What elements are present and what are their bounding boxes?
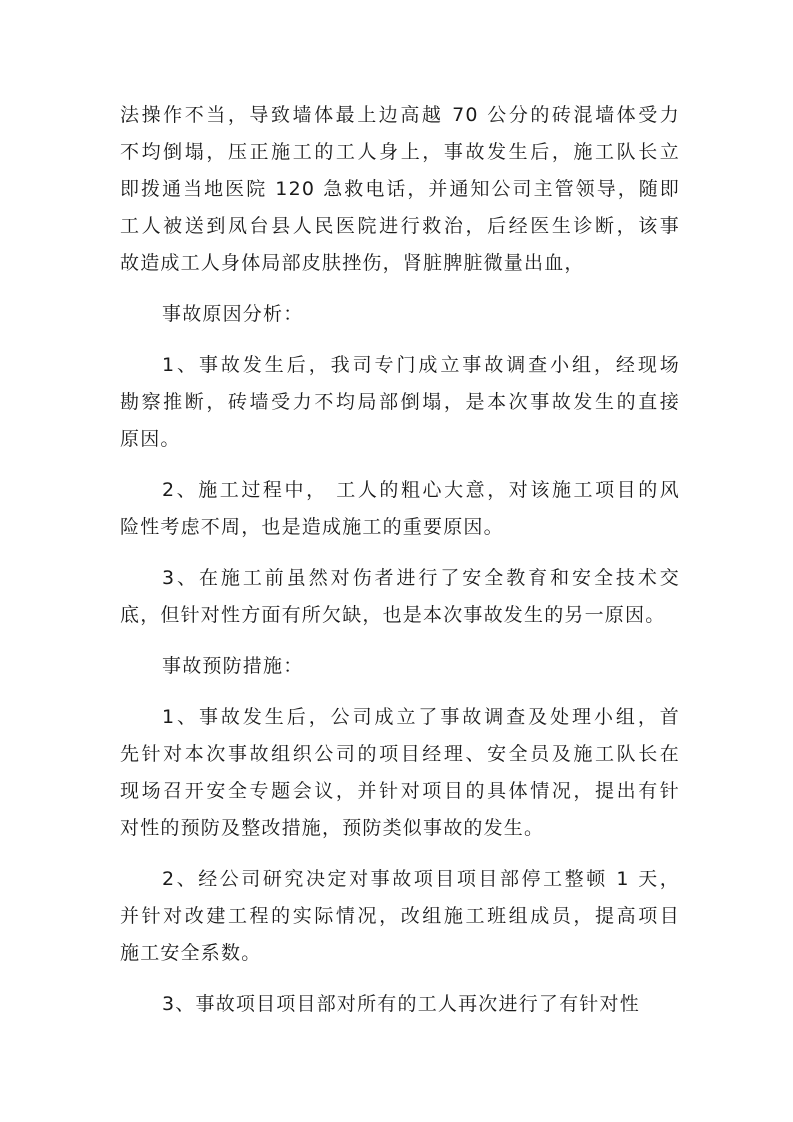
- text-line: 事故预防措施：: [162, 655, 304, 677]
- paragraph: [120, 472, 680, 546]
- text-line: 1、事故发生后，公司成立了事故调查及处理小组，首: [162, 706, 680, 728]
- text-line: 故造成工人身体局部皮肤挫伤，肾脏脾脏微量出血，: [120, 252, 585, 274]
- paragraph: [120, 347, 680, 458]
- text-line: 法操作不当，导致墙体最上边高越 70 公分的砖混墙体受力: [120, 104, 680, 126]
- text-line: 险性考虑不周，也是造成施工的重要原因。: [120, 516, 504, 538]
- paragraph: [120, 861, 680, 972]
- text-line: 原因。: [120, 428, 181, 450]
- text-line: 底，但针对性方面有所欠缺，也是本次事故发生的另一原因。: [120, 604, 666, 626]
- paragraph: [120, 560, 680, 634]
- text-line: 2、施工过程中， 工人的粗心大意，对该施工项目的风: [162, 479, 680, 501]
- text-line: 不均倒塌，压正施工的工人身上，事故发生后，施工队长立: [120, 141, 680, 163]
- text-line: 3、在施工前虽然对伤者进行了安全教育和安全技术交: [162, 567, 680, 589]
- text-line: 工人被送到凤台县人民医院进行救治，后经医生诊断，该事: [120, 215, 680, 237]
- text-line: 事故原因分析：: [162, 303, 304, 325]
- paragraph: [120, 296, 680, 333]
- paragraph: [120, 699, 680, 847]
- text-line: 1、事故发生后，我司专门成立事故调查小组，经现场: [162, 354, 680, 376]
- paragraph: [120, 986, 680, 1023]
- text-line: 施工安全系数。: [120, 942, 262, 964]
- text-line: 对性的预防及整改措施，预防类似事故的发生。: [120, 817, 545, 839]
- text-line: 即拨通当地医院 120 急救电话，并通知公司主管领导，随即: [120, 178, 680, 200]
- text-line: 3、事故项目项目部对所有的工人再次进行了有针对性: [162, 993, 640, 1015]
- paragraph: [120, 97, 680, 282]
- text-line: 现场召开安全专题会议，并针对项目的具体情况，提出有针: [120, 780, 680, 802]
- text-line: 并针对改建工程的实际情况，改组施工班组成员，提高项目: [120, 905, 680, 927]
- text-line: 2、经公司研究决定对事故项目项目部停工整顿 1 天，: [162, 868, 680, 890]
- paragraph: [120, 648, 680, 685]
- text-line: 先针对本次事故组织公司的项目经理、安全员及施工队长在: [120, 743, 680, 765]
- text-line: 勘察推断，砖墙受力不均局部倒塌，是本次事故发生的直接: [120, 391, 680, 413]
